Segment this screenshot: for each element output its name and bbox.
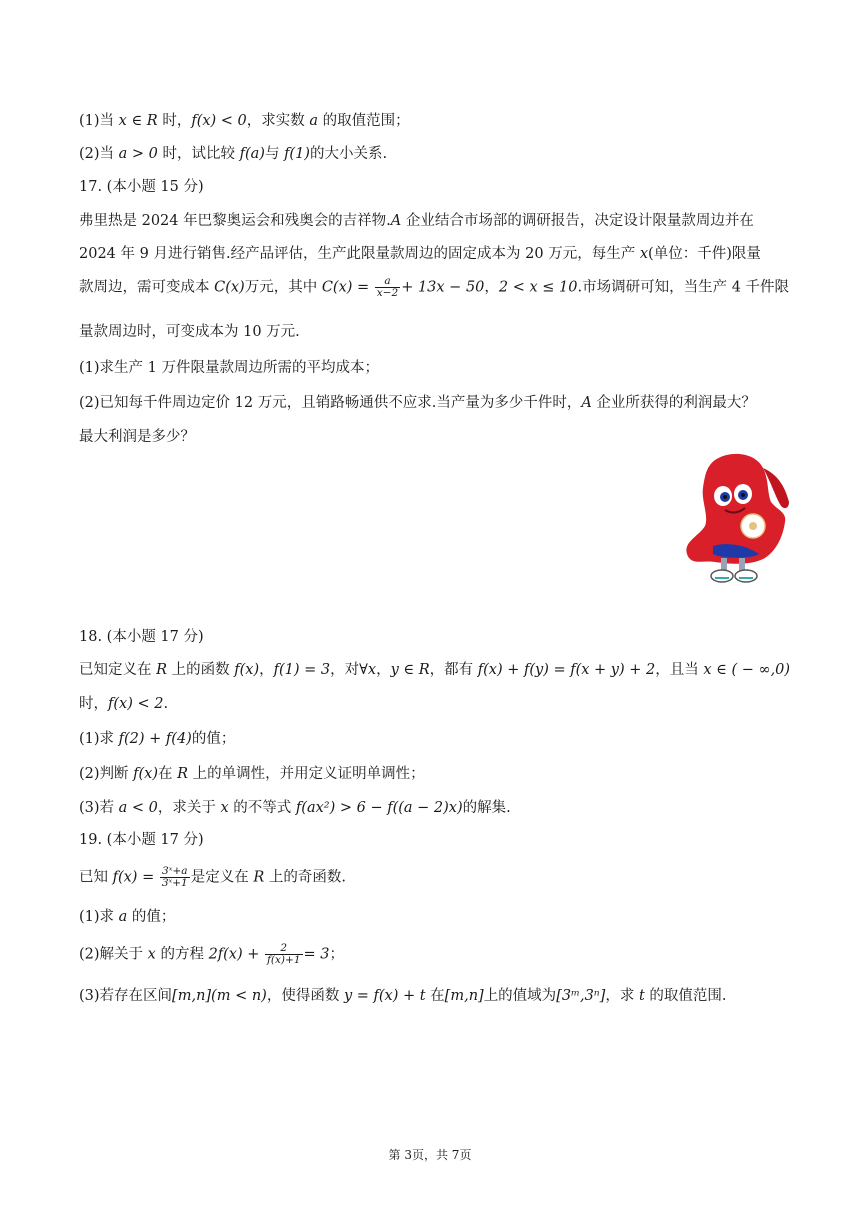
math: R xyxy=(156,662,168,678)
text: ， xyxy=(484,279,499,296)
math: y = f(x) + t xyxy=(343,988,426,1004)
math: [m,n](m < n) xyxy=(172,988,267,1004)
math: C(x) = xyxy=(321,279,370,296)
text: 时， xyxy=(157,113,192,129)
text: ∈ xyxy=(398,662,419,678)
math: 2f(x) + xyxy=(208,946,260,963)
text: 的不等式 xyxy=(228,800,296,816)
math: R xyxy=(177,766,189,782)
text: 时， xyxy=(79,696,108,712)
math: f(x) xyxy=(133,766,159,782)
math: y xyxy=(390,662,399,678)
q17-part2 xyxy=(79,392,756,414)
math: t xyxy=(638,988,645,1004)
text: ∈ xyxy=(126,113,147,129)
text: 在 xyxy=(425,988,445,1004)
mascot-shoe-left xyxy=(711,570,733,582)
math: [3ᵐ,3ⁿ] xyxy=(556,988,606,1004)
text: ， xyxy=(259,662,274,678)
q18-header: 18. (本小题 17 分) xyxy=(79,629,204,645)
q18-part1 xyxy=(79,728,235,750)
text: 时，试比较 xyxy=(157,146,240,162)
math: f(ax²) > 6 − f((a − 2)x) xyxy=(295,800,463,816)
text: 的大小关系. xyxy=(309,146,388,162)
denominator: x−2 xyxy=(376,287,399,299)
text: 企业所获得的利润最大？ xyxy=(591,395,756,411)
q19-line1 xyxy=(79,866,346,889)
math: f(x) + f(y) = f(x + y) + 2 xyxy=(477,662,656,678)
text: 的值； xyxy=(191,731,236,747)
math: x xyxy=(639,246,649,262)
q16-part1 xyxy=(79,110,410,132)
q17-part1: (1)求生产 1 万件限量款周边所需的平均成本； xyxy=(79,360,379,376)
q19-part2 xyxy=(79,943,344,966)
math: x xyxy=(147,946,156,963)
q18-part3 xyxy=(79,797,511,819)
q19-header: 19. (本小题 17 分) xyxy=(79,832,204,848)
text: (1)求 xyxy=(79,909,119,925)
text: 的解集. xyxy=(462,800,511,816)
text: (2)已知每千件周边定价 12 万元，且销路畅通供不应求.当产量为多少千件时， xyxy=(79,395,582,411)
math: [m,n] xyxy=(444,988,484,1004)
numerator: 3ˣ+a xyxy=(160,866,190,878)
text: 上的奇函数. xyxy=(264,869,346,886)
phryge-mascot-image xyxy=(685,450,791,588)
math: f(x) < 2 xyxy=(108,696,164,712)
q17-line4: 量款周边时，可变成本为 10 万元. xyxy=(79,324,300,340)
math: R xyxy=(146,113,158,129)
fraction xyxy=(375,276,400,299)
text: 万元，其中 xyxy=(244,279,322,296)
q17-line1 xyxy=(79,210,754,232)
text: (2)当 xyxy=(79,146,119,162)
text: 的方程 xyxy=(155,946,209,963)
text: 2024 年 9 月进行销售.经产品评估，生产此限量款周边的固定成本为 20 万元，每生产 xyxy=(79,246,640,262)
text: 的取值范围； xyxy=(318,113,410,129)
math: R xyxy=(253,869,265,886)
math: f(1) xyxy=(284,146,310,162)
text: (2)判断 xyxy=(79,766,134,782)
text: . xyxy=(163,696,169,712)
text: ，使得函数 xyxy=(266,988,344,1004)
text: 在 xyxy=(158,766,178,782)
math: C(x) xyxy=(214,279,245,296)
text: (2)解关于 xyxy=(79,946,148,963)
text: ，且当 xyxy=(655,662,704,678)
text: ，都有 xyxy=(429,662,478,678)
text: (3)若 xyxy=(79,800,119,816)
text: 上的单调性，并用定义证明单调性； xyxy=(188,766,425,782)
math: 2 < x ≤ 10 xyxy=(498,279,578,296)
numerator: a xyxy=(375,276,400,288)
text: 的取值范围. xyxy=(644,988,727,1004)
math: f(a) xyxy=(239,146,265,162)
mascot-shoe-right xyxy=(735,570,757,582)
text: 款周边，需可变成本 xyxy=(79,279,215,296)
text: .市场调研可知，当生产 4 千件限 xyxy=(577,279,790,296)
text: (3)若存在区间 xyxy=(79,988,173,1004)
math: + 13x − 50 xyxy=(401,279,485,296)
math: f(2) + f(4) xyxy=(118,731,192,747)
text: 是定义在 xyxy=(190,869,254,886)
denominator: f(x)+1 xyxy=(267,954,301,966)
math: a > 0 xyxy=(118,146,158,162)
text: 与 xyxy=(264,146,285,162)
math: A xyxy=(390,213,402,229)
text: 的值； xyxy=(127,909,176,925)
denominator: 3ˣ+1 xyxy=(161,877,188,889)
math: A xyxy=(581,395,592,411)
math: f(x) xyxy=(234,662,260,678)
text: 弗里热是 2024 年巴黎奥运会和残奥会的吉祥物. xyxy=(79,213,391,229)
text: 企业结合市场部的调研报告，决定设计限量款周边并在 xyxy=(401,213,754,229)
q17-line3 xyxy=(79,276,789,299)
text: ，对∀ xyxy=(330,662,368,678)
q18-line2 xyxy=(79,693,168,715)
q18-part2 xyxy=(79,763,425,785)
math: x xyxy=(367,662,377,678)
text: 上的值域为 xyxy=(483,988,557,1004)
numerator: 2 xyxy=(265,943,302,955)
q17-part2-cont: 最大利润是多少？ xyxy=(79,429,195,445)
math: f(1) = 3 xyxy=(273,662,331,678)
q17-line2 xyxy=(79,243,761,265)
q19-part1 xyxy=(79,906,175,928)
text: ，求 xyxy=(605,988,639,1004)
q17-header: 17. (本小题 15 分) xyxy=(79,179,204,195)
text: ； xyxy=(329,946,344,963)
text: ，求关于 xyxy=(157,800,221,816)
fraction xyxy=(160,866,190,889)
text: (1)求 xyxy=(79,731,119,747)
math: R xyxy=(418,662,430,678)
math: x xyxy=(220,800,229,816)
q16-part2 xyxy=(79,143,387,165)
text: 上的函数 xyxy=(167,662,235,678)
text: (单位：千件)限量 xyxy=(648,246,761,262)
q18-line1 xyxy=(79,659,790,681)
text: ， xyxy=(376,662,391,678)
fraction xyxy=(265,943,302,966)
math: x ∈ ( − ∞,0) xyxy=(703,662,791,678)
math: a < 0 xyxy=(118,800,158,816)
math: = 3 xyxy=(303,946,330,963)
math: f(x) < 0 xyxy=(191,113,247,129)
math: x xyxy=(118,113,127,129)
q19-part3 xyxy=(79,985,727,1007)
page-footer: 第 3页，共 7页 xyxy=(388,1148,472,1162)
text: ，求实数 xyxy=(246,113,310,129)
math: f(x) = xyxy=(112,869,155,886)
math: a xyxy=(118,909,128,925)
math: a xyxy=(309,113,319,129)
text: 已知定义在 xyxy=(79,662,157,678)
text: (1)当 xyxy=(79,113,119,129)
text: 已知 xyxy=(79,869,113,886)
